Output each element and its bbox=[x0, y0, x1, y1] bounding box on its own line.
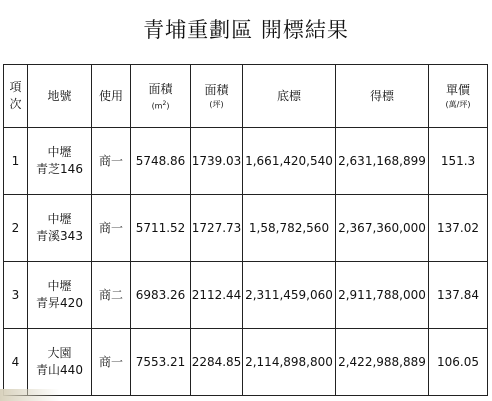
cell-area-m2: 7553.21 bbox=[131, 329, 191, 396]
header-area-ping bbox=[191, 65, 243, 128]
cell-seq: 2 bbox=[4, 195, 28, 262]
cell-winning-bid: 2,422,988,889 bbox=[336, 329, 429, 396]
auction-results-table bbox=[3, 64, 488, 396]
cell-unit-price: 137.02 bbox=[429, 195, 488, 262]
cell-area-m2: 6983.26 bbox=[131, 262, 191, 329]
cell-winning-bid: 2,631,168,899 bbox=[336, 128, 429, 195]
cell-lot: 中壢 青溪343 bbox=[28, 195, 92, 262]
header-area-ping-unit: (坪) bbox=[209, 100, 224, 109]
cell-unit-price: 137.84 bbox=[429, 262, 488, 329]
header-area-ping-label: 面積 bbox=[204, 83, 229, 97]
cell-use: 商一 bbox=[92, 329, 131, 396]
cell-floor-price: 2,114,898,800 bbox=[243, 329, 336, 396]
header-unit-price-label: 單價 bbox=[445, 83, 470, 97]
cell-use: 商一 bbox=[92, 128, 131, 195]
page-title: 青埔重劃區 開標結果 bbox=[143, 18, 349, 42]
header-floor-price: 底標 bbox=[243, 65, 336, 128]
cell-winning-bid: 2,911,788,000 bbox=[336, 262, 429, 329]
header-area-m2-unit: $(m^2)$ bbox=[151, 99, 170, 111]
header-unit-price bbox=[429, 65, 488, 128]
cell-unit-price: 151.3 bbox=[429, 128, 488, 195]
cell-area-ping: 2284.85 bbox=[191, 329, 243, 396]
header-lot: 地號 bbox=[28, 65, 92, 128]
cell-use: 商一 bbox=[92, 195, 131, 262]
cell-area-m2: 5711.52 bbox=[131, 195, 191, 262]
cell-use: 商二 bbox=[92, 262, 131, 329]
header-use: 使用 bbox=[92, 65, 131, 128]
cell-seq: 4 bbox=[4, 329, 28, 396]
cell-unit-price: 106.05 bbox=[429, 329, 488, 396]
cell-lot: 大園 青山440 bbox=[28, 329, 92, 396]
table-row bbox=[4, 329, 488, 396]
header-row bbox=[4, 65, 488, 128]
table-row bbox=[4, 195, 488, 262]
header-area-m2-label: 面積 bbox=[148, 81, 173, 96]
table-row bbox=[4, 128, 488, 195]
header-area-m2 bbox=[131, 65, 191, 128]
header-unit-price-unit: (萬/坪) bbox=[445, 100, 471, 109]
cell-floor-price: 1,661,420,540 bbox=[243, 128, 336, 195]
cell-area-m2: 5748.86 bbox=[131, 128, 191, 195]
cell-floor-price: 2,311,459,060 bbox=[243, 262, 336, 329]
cell-seq: 3 bbox=[4, 262, 28, 329]
cell-lot: 中壢 青芝146 bbox=[28, 128, 92, 195]
cell-area-ping: 1727.73 bbox=[191, 195, 243, 262]
cell-lot: 中壢 青昇420 bbox=[28, 262, 92, 329]
page-shadow bbox=[0, 389, 60, 401]
cell-area-ping: 2112.44 bbox=[191, 262, 243, 329]
table-row bbox=[4, 262, 488, 329]
cell-winning-bid: 2,367,360,000 bbox=[336, 195, 429, 262]
cell-floor-price: 1,58,782,560 bbox=[243, 195, 336, 262]
header-winning-bid: 得標 bbox=[336, 65, 429, 128]
cell-area-ping: 1739.03 bbox=[191, 128, 243, 195]
header-seq: 項次 bbox=[4, 65, 28, 128]
cell-seq: 1 bbox=[4, 128, 28, 195]
